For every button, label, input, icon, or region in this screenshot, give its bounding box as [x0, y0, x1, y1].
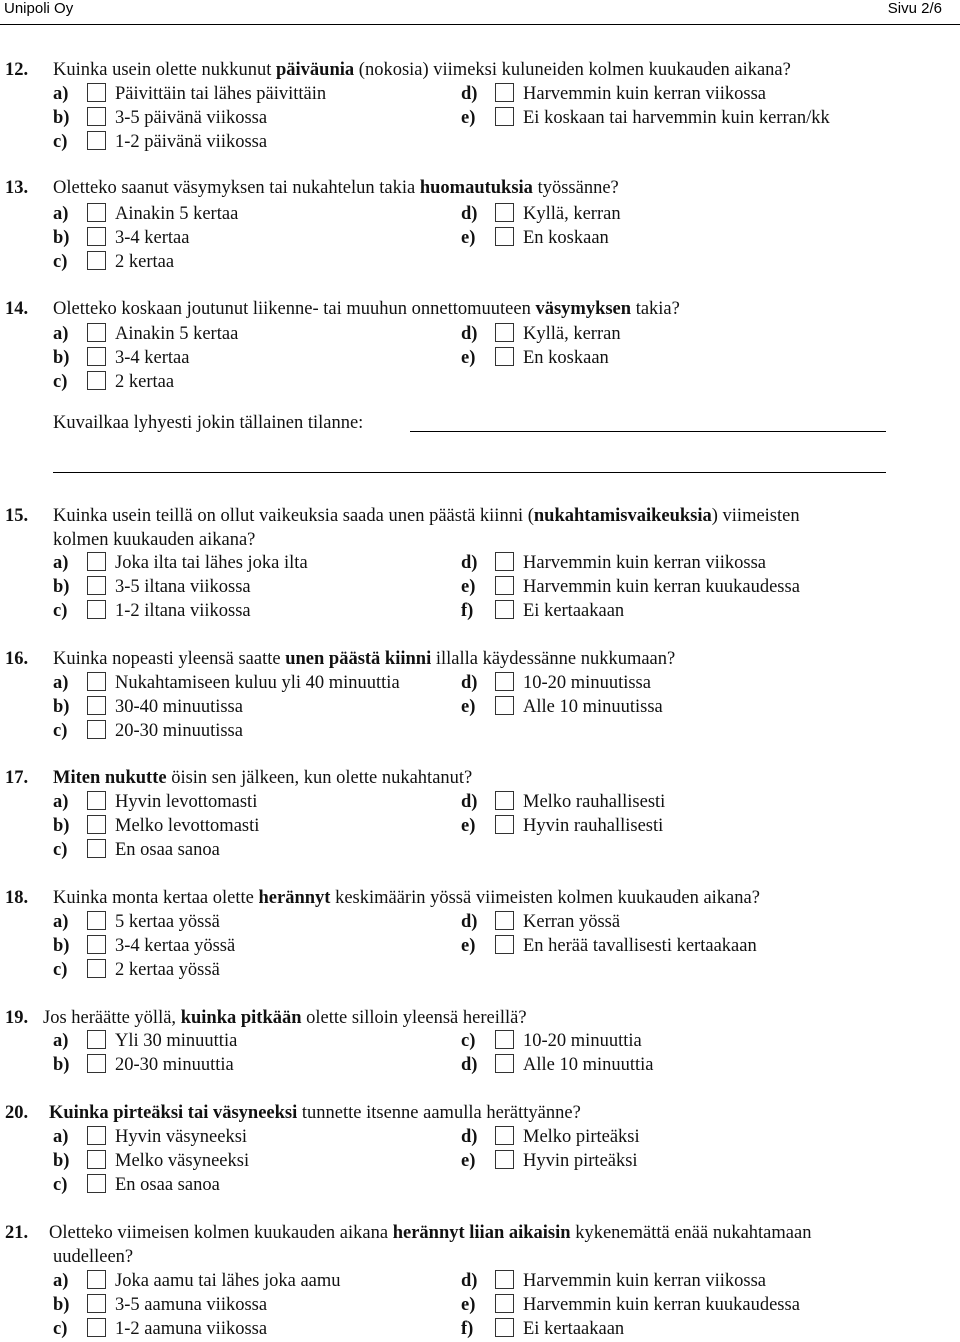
question-number: 16. [5, 649, 29, 669]
option-letter: a) [53, 912, 69, 932]
option-label: 2 kertaa [115, 252, 175, 272]
option-letter: a) [53, 204, 69, 224]
option-label: 3-4 kertaa [115, 228, 190, 248]
question-emphasis: Miten nukutte [53, 768, 167, 788]
option-letter: e) [461, 348, 476, 368]
option-label: Kyllä, kerran [523, 204, 621, 224]
option-letter: c) [53, 1175, 68, 1195]
option-checkbox[interactable] [87, 83, 106, 102]
option-letter: c) [53, 252, 68, 272]
option-letter: b) [53, 228, 70, 248]
option-letter: c) [53, 132, 68, 152]
question-text [53, 297, 680, 321]
option-label: Alle 10 minuutissa [523, 697, 663, 717]
question-text [53, 504, 800, 528]
option-letter: c) [53, 372, 68, 392]
option-letter: c) [461, 1031, 476, 1051]
option-checkbox[interactable] [87, 552, 106, 571]
option-letter: c) [53, 601, 68, 621]
option-label: 10-20 minuutissa [523, 673, 651, 693]
option-letter: d) [461, 673, 478, 693]
option-letter: d) [461, 792, 478, 812]
option-checkbox[interactable] [495, 323, 514, 342]
option-label: 2 kertaa [115, 372, 175, 392]
question-text [53, 886, 760, 910]
question-emphasis: huomautuksia [419, 178, 533, 198]
option-checkbox[interactable] [87, 1054, 106, 1073]
question-text-part: Oletteko viimeisen kolmen kuukauden aikana [49, 1223, 393, 1243]
option-checkbox[interactable] [495, 347, 514, 366]
option-letter: c) [53, 721, 68, 741]
option-checkbox[interactable] [87, 935, 106, 954]
option-checkbox[interactable] [495, 1030, 514, 1049]
question-text-part: työssänne? [532, 178, 619, 198]
option-label: Päivittäin tai lähes päivittäin [115, 84, 327, 104]
option-letter: f) [461, 1319, 474, 1339]
option-checkbox[interactable] [87, 1174, 106, 1193]
option-letter: e) [461, 816, 476, 836]
question-emphasis: päiväunia [276, 60, 355, 80]
option-label: 3-4 kertaa [115, 348, 190, 368]
option-checkbox[interactable] [87, 1294, 106, 1313]
option-letter: a) [53, 792, 69, 812]
option-checkbox[interactable] [495, 1294, 514, 1313]
option-letter: b) [53, 936, 70, 956]
option-label: Ainakin 5 kertaa [115, 324, 239, 344]
question-number: 21. [5, 1223, 29, 1243]
option-label: Melko pirteäksi [523, 1127, 640, 1147]
option-label: Nukahtamiseen kuluu yli 40 minuuttia [115, 673, 400, 693]
option-checkbox[interactable] [87, 323, 106, 342]
question-text-part: (nokosia) viimeksi kuluneiden kolmen kuukauden aikana? [354, 60, 791, 80]
option-checkbox[interactable] [87, 600, 106, 619]
option-checkbox[interactable] [495, 935, 514, 954]
question-emphasis: kuinka pitkään [180, 1008, 302, 1028]
question-text-part: Kuinka usein teillä on ollut vaikeuksia saada unen päästä kiinni ( [53, 506, 534, 526]
question-text-part: Kuinka usein olette nukkunut [53, 60, 276, 80]
option-label: 3-5 iltana viikossa [115, 577, 251, 597]
option-label: Yli 30 minuuttia [115, 1031, 238, 1051]
option-checkbox[interactable] [495, 576, 514, 595]
option-letter: d) [461, 84, 478, 104]
option-letter: a) [53, 324, 69, 344]
option-letter: b) [53, 697, 70, 717]
option-label: 3-5 aamuna viikossa [115, 1295, 268, 1315]
option-letter: d) [461, 1271, 478, 1291]
question-text-part: tunnette itsenne aamulla herättyänne? [297, 1103, 581, 1123]
question-text [49, 1101, 581, 1125]
option-checkbox[interactable] [495, 791, 514, 810]
option-letter: e) [461, 108, 476, 128]
option-label: En herää tavallisesti kertaakaan [523, 936, 757, 956]
option-checkbox[interactable] [87, 815, 106, 834]
question-text [53, 766, 472, 790]
question-text-part: Oletteko koskaan joutunut liikenne- tai muuhun onnettomuuteen [53, 299, 536, 319]
option-label: En osaa sanoa [115, 1175, 220, 1195]
option-letter: b) [53, 1295, 70, 1315]
question-text [53, 647, 675, 671]
option-checkbox[interactable] [87, 371, 106, 390]
option-label: Kyllä, kerran [523, 324, 621, 344]
option-label: Joka ilta tai lähes joka ilta [115, 553, 308, 573]
option-label: Hyvin väsyneeksi [115, 1127, 248, 1147]
option-letter: a) [53, 84, 69, 104]
question-text-part: ) viimeisten [711, 506, 800, 526]
option-label: Kerran yössä [523, 912, 621, 932]
option-checkbox[interactable] [495, 1150, 514, 1169]
question-text-part: Jos heräätte yöllä, [43, 1008, 181, 1028]
option-letter: c) [53, 1319, 68, 1339]
option-checkbox[interactable] [495, 552, 514, 571]
option-checkbox[interactable] [87, 227, 106, 246]
option-checkbox[interactable] [495, 107, 514, 126]
question-number: 15. [5, 506, 29, 526]
question-text-part: illalla käydessänne nukkumaan? [431, 649, 676, 669]
option-checkbox[interactable] [87, 959, 106, 978]
option-checkbox[interactable] [87, 576, 106, 595]
option-checkbox[interactable] [87, 347, 106, 366]
option-letter: b) [53, 1151, 70, 1171]
option-letter: b) [53, 108, 70, 128]
option-label: Hyvin rauhallisesti [523, 816, 664, 836]
option-letter: a) [53, 673, 69, 693]
option-checkbox[interactable] [495, 227, 514, 246]
question-emphasis: väsymyksen [535, 299, 632, 319]
option-label: En koskaan [523, 228, 609, 248]
option-checkbox[interactable] [495, 696, 514, 715]
question-text-continued: uudelleen? [53, 1247, 134, 1267]
option-checkbox[interactable] [87, 1270, 106, 1289]
option-checkbox[interactable] [495, 815, 514, 834]
option-checkbox[interactable] [87, 1318, 106, 1337]
option-checkbox[interactable] [87, 1150, 106, 1169]
option-label: Harvemmin kuin kerran viikossa [523, 1271, 767, 1291]
question-number: 20. [5, 1103, 29, 1123]
option-label: Harvemmin kuin kerran viikossa [523, 553, 767, 573]
option-checkbox[interactable] [495, 600, 514, 619]
question-number: 14. [5, 299, 29, 319]
question-emphasis: unen päästä kiinni [285, 649, 432, 669]
option-checkbox[interactable] [495, 1318, 514, 1337]
option-label: Melko levottomasti [115, 816, 260, 836]
option-checkbox[interactable] [87, 672, 106, 691]
option-letter: b) [53, 577, 70, 597]
option-checkbox[interactable] [495, 1270, 514, 1289]
question-number: 17. [5, 768, 29, 788]
question-text-part: Kuinka monta kertaa olette [53, 888, 259, 908]
option-checkbox[interactable] [495, 203, 514, 222]
option-letter: e) [461, 1295, 476, 1315]
question-number: 18. [5, 888, 29, 908]
option-label: 20-30 minuuttia [115, 1055, 234, 1075]
option-letter: e) [461, 697, 476, 717]
option-checkbox[interactable] [495, 911, 514, 930]
option-letter: d) [461, 324, 478, 344]
option-letter: e) [461, 1151, 476, 1171]
question-number: 13. [5, 178, 29, 198]
option-label: Melko väsyneeksi [115, 1151, 250, 1171]
option-label: Harvemmin kuin kerran kuukaudessa [523, 1295, 800, 1315]
option-label: 20-30 minuutissa [115, 721, 243, 741]
option-checkbox[interactable] [495, 1126, 514, 1145]
option-letter: b) [53, 816, 70, 836]
option-label: 1-2 aamuna viikossa [115, 1319, 268, 1339]
question-text [53, 176, 619, 200]
option-checkbox[interactable] [87, 107, 106, 126]
question-text-part: olette silloin yleensä hereillä? [301, 1008, 527, 1028]
question-emphasis: Kuinka pirteäksi tai väsyneeksi [49, 1103, 298, 1123]
option-checkbox[interactable] [87, 203, 106, 222]
option-label: Joka aamu tai lähes joka aamu [115, 1271, 341, 1291]
option-label: 2 kertaa yössä [115, 960, 220, 980]
question-text-part: Kuinka nopeasti yleensä saatte [53, 649, 286, 669]
option-label: 10-20 minuuttia [523, 1031, 642, 1051]
option-label: 5 kertaa yössä [115, 912, 220, 932]
option-label: 30-40 minuutissa [115, 697, 243, 717]
question-text [53, 58, 791, 82]
option-label: Harvemmin kuin kerran kuukaudessa [523, 577, 800, 597]
question-text-part: kykenemättä enää nukahtamaan [570, 1223, 812, 1243]
option-label: Ei kertaakaan [523, 601, 625, 621]
option-letter: f) [461, 601, 474, 621]
page-number: Sivu 2/6 [887, 0, 942, 17]
option-label: Harvemmin kuin kerran viikossa [523, 84, 767, 104]
option-letter: d) [461, 1055, 478, 1075]
option-label: Ei koskaan tai harvemmin kuin kerran/kk [523, 108, 830, 128]
option-letter: d) [461, 1127, 478, 1147]
question-text-part: keskimäärin yössä viimeisten kolmen kuukauden aikana? [330, 888, 760, 908]
option-letter: e) [461, 228, 476, 248]
option-label: 3-5 päivänä viikossa [115, 108, 268, 128]
question-text-continued: kolmen kuukauden aikana? [53, 530, 256, 550]
company-name: Unipoli Oy [4, 0, 74, 17]
option-label: Ainakin 5 kertaa [115, 204, 239, 224]
describe-field-2[interactable] [53, 472, 886, 473]
option-checkbox[interactable] [87, 1126, 106, 1145]
option-label: 1-2 päivänä viikossa [115, 132, 268, 152]
question-emphasis: nukahtamisvaikeuksia [533, 506, 712, 526]
option-checkbox[interactable] [495, 1054, 514, 1073]
option-label: En koskaan [523, 348, 609, 368]
question-text-part: takia? [631, 299, 680, 319]
describe-prompt: Kuvailkaa lyhyesti jokin tällainen tilanne: [53, 413, 364, 433]
option-checkbox[interactable] [87, 131, 106, 150]
option-label: Ei kertaakaan [523, 1319, 625, 1339]
option-checkbox[interactable] [87, 791, 106, 810]
question-emphasis: herännyt liian aikaisin [392, 1223, 571, 1243]
option-checkbox[interactable] [495, 672, 514, 691]
option-letter: a) [53, 1031, 69, 1051]
question-emphasis: herännyt [258, 888, 331, 908]
option-letter: d) [461, 912, 478, 932]
option-checkbox[interactable] [495, 83, 514, 102]
question-number: 12. [5, 60, 29, 80]
option-label: Hyvin levottomasti [115, 792, 258, 812]
option-letter: d) [461, 204, 478, 224]
question-text [43, 1006, 527, 1030]
option-letter: b) [53, 1055, 70, 1075]
question-text-part: Oletteko saanut väsymyksen tai nukahtelun takia [53, 178, 420, 198]
option-letter: c) [53, 840, 68, 860]
option-label: Hyvin pirteäksi [523, 1151, 638, 1171]
option-checkbox[interactable] [87, 911, 106, 930]
header-rule [0, 24, 960, 25]
page-header [0, 0, 960, 26]
option-letter: b) [53, 348, 70, 368]
question-text-part: öisin sen jälkeen, kun olette nukahtanut? [166, 768, 473, 788]
option-letter: a) [53, 1271, 69, 1291]
option-letter: e) [461, 936, 476, 956]
option-label: 1-2 iltana viikossa [115, 601, 251, 621]
option-label: En osaa sanoa [115, 840, 220, 860]
option-label: 3-4 kertaa yössä [115, 936, 236, 956]
option-checkbox[interactable] [87, 696, 106, 715]
option-letter: c) [53, 960, 68, 980]
option-checkbox[interactable] [87, 251, 106, 270]
option-letter: a) [53, 1127, 69, 1147]
option-label: Alle 10 minuuttia [523, 1055, 654, 1075]
option-checkbox[interactable] [87, 720, 106, 739]
option-letter: e) [461, 577, 476, 597]
option-label: Melko rauhallisesti [523, 792, 666, 812]
option-letter: d) [461, 553, 478, 573]
option-letter: a) [53, 553, 69, 573]
option-checkbox[interactable] [87, 1030, 106, 1049]
describe-field-1[interactable] [410, 431, 886, 432]
option-checkbox[interactable] [87, 839, 106, 858]
question-number: 19. [5, 1008, 29, 1028]
question-text [49, 1221, 811, 1245]
